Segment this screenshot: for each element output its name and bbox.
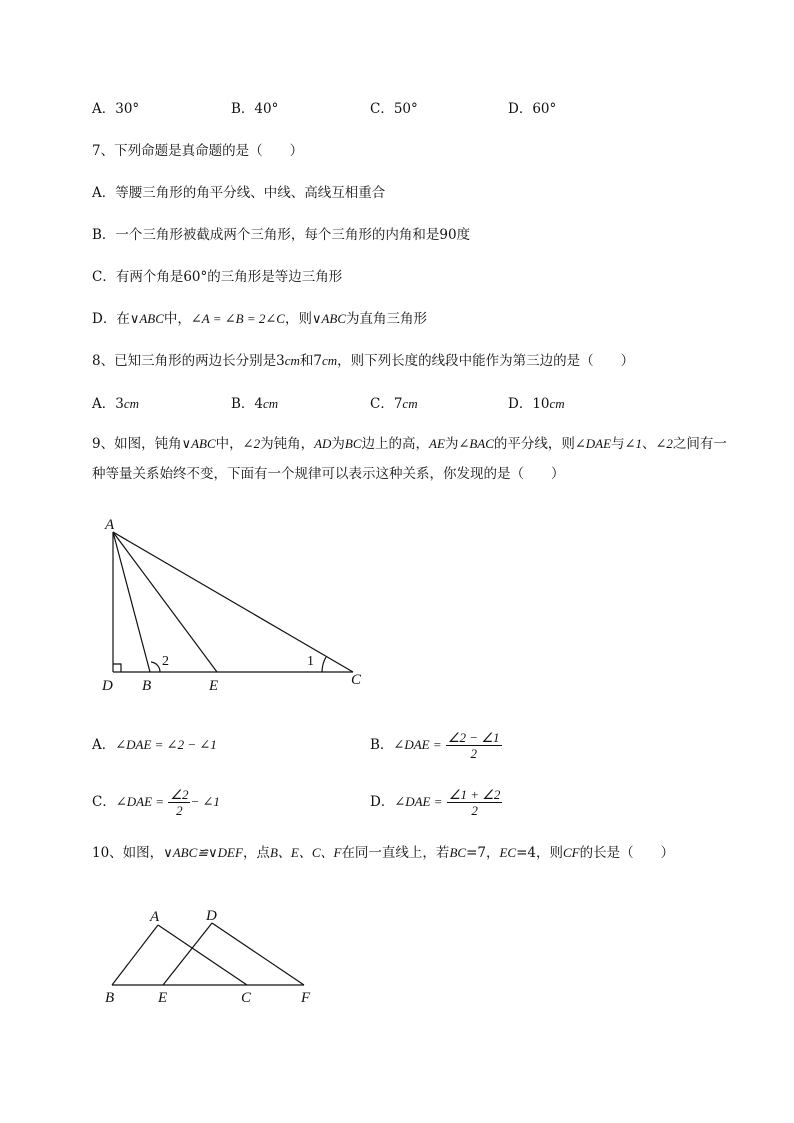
q9-option-c: C．∠DAE = $\frac{\angle 2}{2}$ − ∠1 xyxy=(92,787,220,818)
q8-option-c: C．7cm xyxy=(370,396,418,412)
q7-d-triangle: ∨ABC xyxy=(129,311,164,326)
q10-label-e: E xyxy=(158,990,168,1006)
q9-label-e: E xyxy=(209,678,219,694)
q7-option-c: C．有两个角是60°的三角形是等边三角形 xyxy=(92,269,343,285)
q7-d-condition: ∠A = ∠B = 2∠C xyxy=(190,311,285,326)
q9-label-d: D xyxy=(102,678,113,694)
q9-label-angle-2: 2 xyxy=(162,654,169,669)
q8-stem xyxy=(92,352,634,370)
q8-unit: cm xyxy=(321,353,338,368)
q9-stem: 9、如图，钝角∨ABC中，∠2为钝角，AD为BC边上的高，AE为∠BAC的平分线，则∠DAE与∠1、∠2之间有一种等量关系始终不变，下面有一个规律可以表示这种关系，你发现的是（ ） xyxy=(92,436,727,482)
q10-label-b: B xyxy=(105,990,115,1006)
q6-option-d: D．60° xyxy=(508,101,557,117)
q10-label-a: A xyxy=(150,909,160,925)
q7-d-text: 为直角三角形 xyxy=(346,311,428,327)
q9-label-a: A xyxy=(105,517,115,533)
q9-triangle-figure xyxy=(95,512,385,694)
q9-option-d: D．∠DAE = $\frac{\angle 1 + \angle 2}{2}$ xyxy=(370,787,501,818)
q7-stem: 7、下列命题是真命题的是（ ） xyxy=(92,143,304,159)
q7-d-text: ，则 xyxy=(284,311,312,327)
q8-unit: cm xyxy=(284,353,300,368)
q8-option-d: D．10cm xyxy=(508,396,565,412)
q7-option-a: A．等腰三角形的角平分线、中线、高线互相重合 xyxy=(92,185,386,201)
q6-option-b: B．40° xyxy=(231,101,279,117)
q9-option-a: A．∠DAE = ∠2 − ∠1 xyxy=(92,737,217,753)
q8-stem-text: ，则下列长度的线段中能作为第三边的是（ ） xyxy=(337,353,635,369)
q6-option-c: C．50° xyxy=(370,101,418,117)
q10-label-d: D xyxy=(206,908,217,924)
q9-label-angle-1: 1 xyxy=(307,654,314,669)
q8-option-b: B．4cm xyxy=(231,396,279,412)
q7-d-text: 中， xyxy=(163,311,191,327)
q10-label-f: F xyxy=(301,990,311,1006)
q10-stem: 10、如图，∨ABC≌∨DEF，点B、E、C、F在同一直线上，若BC=7，EC=4，则CF的长是（ ） xyxy=(92,845,675,861)
q7-option-b: B．一个三角形被截成两个三角形，每个三角形的内角和是90度 xyxy=(92,227,471,243)
q7-d-triangle: ∨ABC xyxy=(311,311,347,326)
q8-option-a: A．3cm xyxy=(92,396,140,412)
q9-label-c: C xyxy=(351,672,362,688)
q9-label-b: B xyxy=(142,678,152,694)
q7-option-d xyxy=(92,310,427,328)
q6-option-a: A．30° xyxy=(92,101,140,117)
q10-congruent-triangles-figure xyxy=(100,905,330,1010)
q8-stem-text: 和7 xyxy=(299,353,322,369)
q7-d-text: D．在 xyxy=(92,311,130,327)
q8-stem-text: 8、已知三角形的两边长分别是3 xyxy=(92,353,285,369)
q10-label-c: C xyxy=(241,990,252,1006)
q9-option-b: B．∠DAE = $\frac{\angle 2 - \angle 1}{2}$ xyxy=(370,730,500,761)
